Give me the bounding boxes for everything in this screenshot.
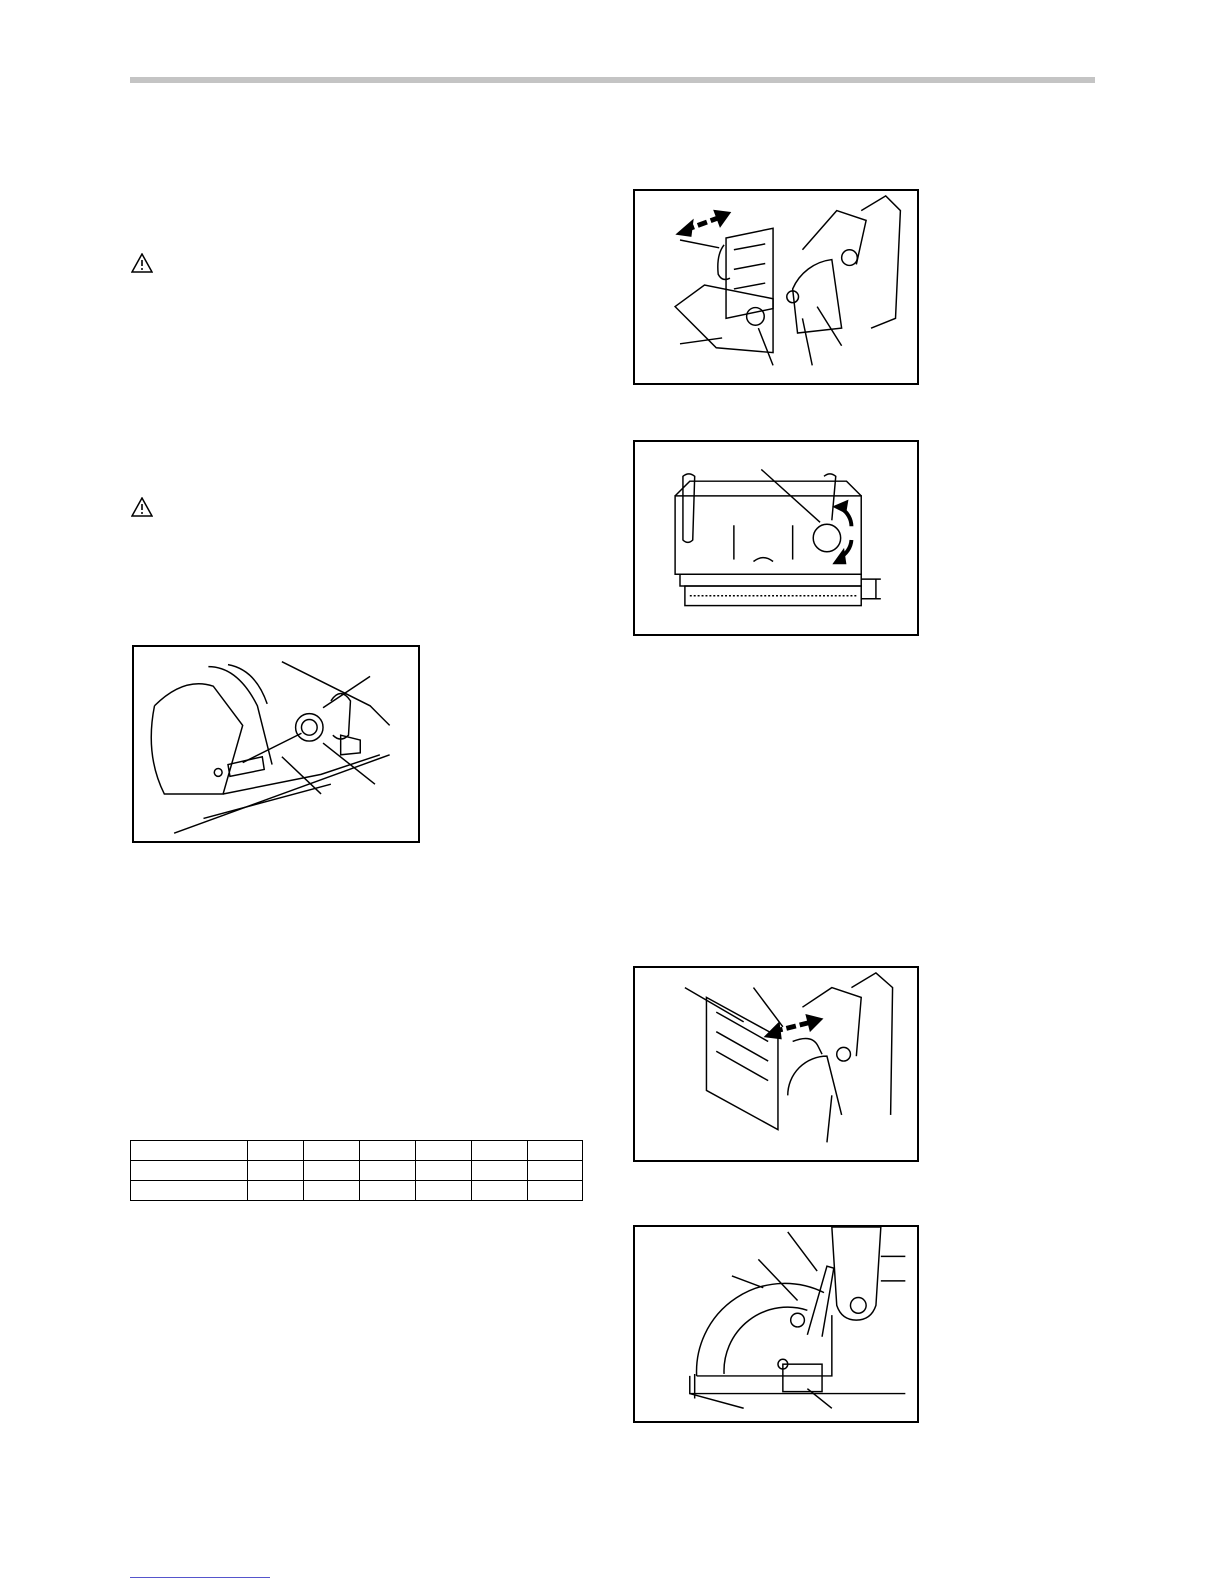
table-cell — [472, 1161, 528, 1181]
header-rule — [130, 77, 1095, 83]
footer-link-underline[interactable] — [130, 1577, 270, 1578]
table-cell — [472, 1181, 528, 1201]
figure-fence-height — [633, 440, 919, 636]
warning-triangle-icon — [131, 253, 153, 273]
figure-depth-stop — [132, 645, 420, 843]
figure-fence-tilt — [633, 189, 919, 385]
figure-angle-scale — [633, 1225, 919, 1423]
table-cell — [416, 1161, 472, 1181]
table-cell — [248, 1161, 304, 1181]
spec-table — [130, 1140, 583, 1201]
table-row — [131, 1141, 583, 1161]
table-cell — [304, 1161, 360, 1181]
table-cell — [528, 1141, 583, 1161]
double-arrow-icon — [765, 1015, 822, 1039]
table-cell — [131, 1161, 248, 1181]
table-cell — [416, 1141, 472, 1161]
table-row — [131, 1181, 583, 1201]
table-cell — [304, 1141, 360, 1161]
table-cell — [304, 1181, 360, 1201]
table-row — [131, 1161, 583, 1181]
table-cell — [131, 1181, 248, 1201]
table-cell — [528, 1161, 583, 1181]
table-cell — [472, 1141, 528, 1161]
table-cell — [416, 1181, 472, 1201]
table-cell — [360, 1161, 416, 1181]
table-cell — [248, 1181, 304, 1201]
table-cell — [528, 1181, 583, 1201]
table-cell — [131, 1141, 248, 1161]
double-arrow-icon — [677, 211, 730, 236]
table-cell — [360, 1181, 416, 1201]
rotate-arrows-icon — [834, 501, 852, 564]
warning-triangle-icon — [131, 497, 153, 517]
table-cell — [360, 1141, 416, 1161]
figure-fence-slide — [633, 966, 919, 1162]
table-cell — [248, 1141, 304, 1161]
